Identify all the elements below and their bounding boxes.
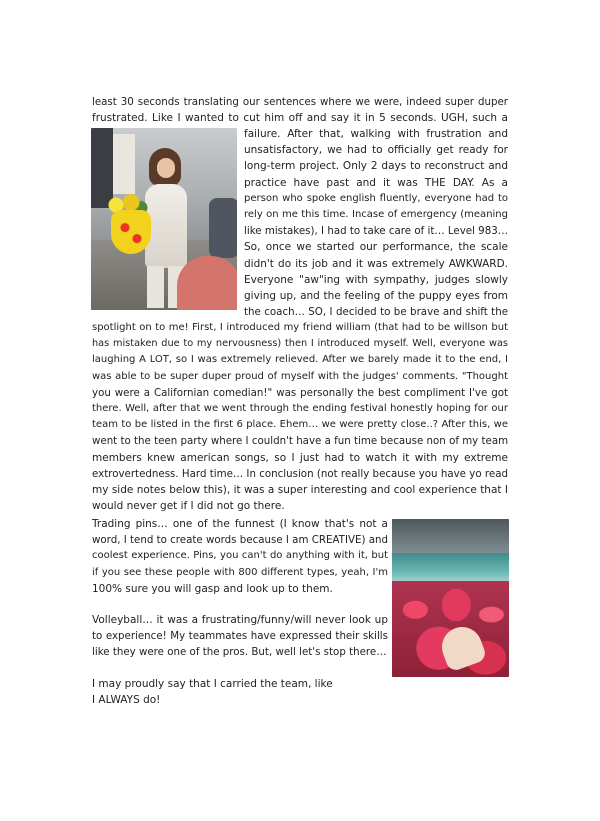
text-line: went to the teen party where I couldn't have a fun time because non of my team — [92, 435, 509, 448]
main-paragraph-bottom — [92, 320, 508, 514]
text-line: team to be listed in the first 6 place. Ehem… we were pretty close..? After this, we — [92, 419, 508, 431]
closing-paragraph — [92, 676, 388, 708]
text-line: to experience! My teammates have expressed their skills — [92, 630, 388, 643]
text-line: Volleyball… it was a frustrating/funny/will never look up — [92, 614, 388, 626]
text-line: laughing A LOT, so I was extremely relieved. After we barely made it to the end, I — [92, 354, 508, 366]
photo-girl-in-space-suit — [91, 128, 237, 310]
text-line: the coach… SO, I decided to be brave and shift the — [244, 306, 508, 319]
text-line: I may proudly say that I carried the team, like — [92, 678, 333, 690]
text-line: unsatisfactory, we had to officially get ready for — [244, 144, 508, 157]
text-line: Trading pins… one of the funnest (I know that's not a — [92, 518, 388, 530]
text-line: frustrated. Like I wanted to cut him off and say it in 5 seconds. UGH, such a — [92, 112, 508, 125]
text-line: coolest experience. Pins, you can't do anything with it, but — [92, 550, 388, 562]
text-line: Everyone "aw"ing with sympathy, judges slowly — [244, 273, 508, 286]
text-line: failure. After that, walking with frustration and — [244, 128, 508, 140]
text-line: giving up, and the feeling of the puppy eyes from — [244, 290, 508, 303]
pins-paragraph — [92, 516, 388, 597]
photo-red-ponchos-boat — [392, 519, 509, 677]
volleyball-paragraph — [92, 612, 388, 661]
text-line: has mistaken due to my nervousness) then I introduced myself. Well, everyone was — [92, 338, 508, 350]
text-line: like they were one of the pros. But, well let's stop there… — [92, 646, 387, 659]
text-line: rely on me this time. Incase of emergency (meaning — [244, 209, 508, 221]
main-paragraph-wrapped — [244, 126, 508, 320]
text-line: my side notes below this), it was a super interesting and cool experience that I — [92, 484, 508, 497]
text-line: if you see these people with 800 different types, yeah, I'm — [92, 566, 388, 578]
text-line: there. Well, after that we went through the ending festival honestly hoping for our — [92, 403, 508, 415]
text-line: practice have past and it was THE DAY. As a — [244, 176, 508, 189]
text-line: least 30 seconds translating our sentences where we were, indeed super duper — [92, 96, 508, 108]
text-line: members knew american songs, so I just had to watch it with my extreme — [92, 451, 508, 464]
text-line: didn't do its job and it was extremely AWKWARD. — [244, 257, 508, 270]
text-line: spotlight on to me! First, I introduced my friend william (that had to be willson but — [92, 322, 508, 333]
text-line: So, once we started our performance, the scale — [244, 241, 508, 254]
text-line: would never get if I did not go there. — [92, 500, 285, 513]
text-line: you were a Californian comedian!" was personally the best compliment I've got — [92, 386, 508, 399]
text-line: word, I tend to create words because I am CREATIVE) and — [92, 534, 388, 547]
text-line: I ALWAYS do! — [92, 694, 161, 707]
text-line: like mistakes), I had to take care of it… Level 983… — [244, 225, 508, 238]
main-paragraph-top — [92, 94, 508, 126]
text-line: 100% sure you will gasp and look up to them. — [92, 582, 333, 595]
text-line: person who spoke english fluently, everyone had to — [244, 192, 508, 204]
text-line: long-term project. Only 2 days to reconstruct and — [244, 160, 508, 173]
text-line: was able to be super duper proud of myself with the judges' comments. "Thought — [92, 370, 508, 382]
text-line: extrovertedness. Hard time… In conclusion (not really because you have yo read — [92, 467, 508, 480]
